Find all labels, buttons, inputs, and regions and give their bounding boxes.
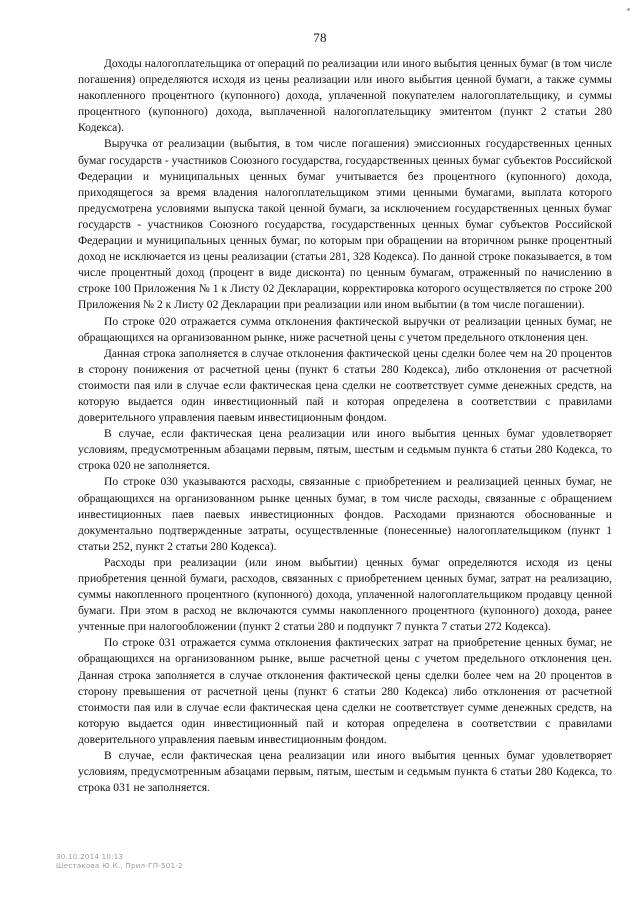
stamp-author: Шестакова Ю.К., Прил-ГП-501-2 bbox=[56, 862, 183, 870]
document-body bbox=[78, 56, 612, 796]
paragraph: По строке 020 отражается сумма отклонения фактической выручки от реализации ценных бумаг, не обращающихся на организованном рынке, ниже расчетной цены с учетом предельного отклонения цен. bbox=[78, 315, 612, 344]
paragraph: В случае, если фактическая цена реализации или иного выбытия ценных бумаг удовлетворяет условиям, предусмотренным абзацами первым, пятым, шестым и седьмым пункта 6 статьи 280 Кодекса, то строка 020 не заполняется. bbox=[78, 428, 612, 473]
paragraph: Выручка от реализации (выбытия, в том числе погашения) эмиссионных государственных ценных бумаг государств - участников Союзного государства, государственных ценных бумаг субъектов Российской Федерации и муниципальных ценных бумаг учитывается без процентного (купонного) дохода, приходящегося за время владения налогоплательщиком этими ценными бумагами, выплата которого предусмотрена условиями выпуска такой ценной бумаги, за исключением государственных ценных бумаг государств - участников Союзного государства, государственных ценных бумаг субъектов Российской Федерации и муниципальных ценных бумаг, по которым при обращении на вторичном рынке процентный доход не исключается из цены реализации (статьи 281, 328 Кодекса). По данной строке показывается, в том числе процентный доход (процент в виде дисконта) по ценным бумагам, отраженный по начислению в строке 100 Приложения № 1 к Листу 02 Декларации, корректировка которого осуществляется по строке 200 Приложения № 2 к Листу 02 Декларации при реализации или ином выбытии (в том числе погашении). bbox=[78, 138, 612, 312]
paragraph: Доходы налогоплательщика от операций по реализации или иного выбытия ценных бумаг (в том числе погашения) определяются исходя из цены реализации или иного выбытия ценной бумаги, а также суммы накопленного процентного (купонного) дохода, уплаченной покупателем налогоплательщику, и суммы процентного (купонного) дохода, выплаченной налогоплательщику эмитентом (пункт 2 статьи 280 Кодекса). bbox=[78, 58, 612, 135]
stamp-datetime: 30.10.2014 10:13 bbox=[56, 853, 124, 861]
paragraph: По строке 031 отражается сумма отклонения фактических затрат на приобретение ценных бумаг, не обращающихся на организованном рынке, выше расчетной цены с учетом предельного отклонения цен. Данная строка заполняется в случае отклонения фактической цены сделки более чем на 20 процентов в сторону превышения от расчетной цены (пункт 6 статьи 280 Кодекса) либо отклонения от расчетной стоимости пая или в случае если фактическая цена сделки не соответствует сумме денежных средств, на которую выдается один инвестиционный пай и которая определена в соответствии с правилами доверительного управления паевым инвестиционным фондом. bbox=[78, 637, 612, 746]
paragraph: По строке 030 указываются расходы, связанные с приобретением и реализацией ценных бумаг, не обращающихся на организованном рынке ценных бумаг, в том числе расходы, связанные с обращением инвестиционных паев паевых инвестиционных фондов. Расходами признаются обоснованные и документально подтвержденные затраты, осуществленные (понесенные) налогоплательщиком (пункт 1 статьи 252, пункт 2 статьи 280 Кодекса). bbox=[78, 476, 612, 553]
paragraph: В случае, если фактическая цена реализации или иного выбытия ценных бумаг удовлетворяет условиям, предусмотренным абзацами первым, пятым, шестым и седьмым пункта 6 статьи 280 Кодекса, то строка 031 не заполняется. bbox=[78, 750, 612, 795]
paragraph: Расходы при реализации (или ином выбытии) ценных бумаг определяются исходя из цены приобретения ценной бумаги, расходов, связанных с приобретением ценных бумаг, затрат на реализацию, суммы накопленного процентного (купонного) дохода, уплаченной налогоплательщиком продавцу ценной бумаги. При этом в расход не включаются суммы накопленного процентного (купонного) дохода, ранее учтенные при налогообложении (пункт 2 статьи 280 и подпункт 7 пункта 7 статьи 272 Кодекса). bbox=[78, 556, 612, 634]
scan-dot bbox=[627, 8, 630, 11]
print-stamp bbox=[56, 853, 183, 871]
paragraph: Данная строка заполняется в случае отклонения фактической цены сделки более чем на 20 процентов в сторону понижения от расчетной цены (пункт 6 статьи 280 Кодекса), либо отклонения от расчетной стоимости пая или в случае если фактическая цена сделки не соответствует сумме денежных средств, на которую выдается один инвестиционный пай и которая определена в соответствии с правилами доверительного управления паевым инвестиционным фондом. bbox=[78, 347, 612, 425]
page-number: 78 bbox=[313, 30, 327, 45]
